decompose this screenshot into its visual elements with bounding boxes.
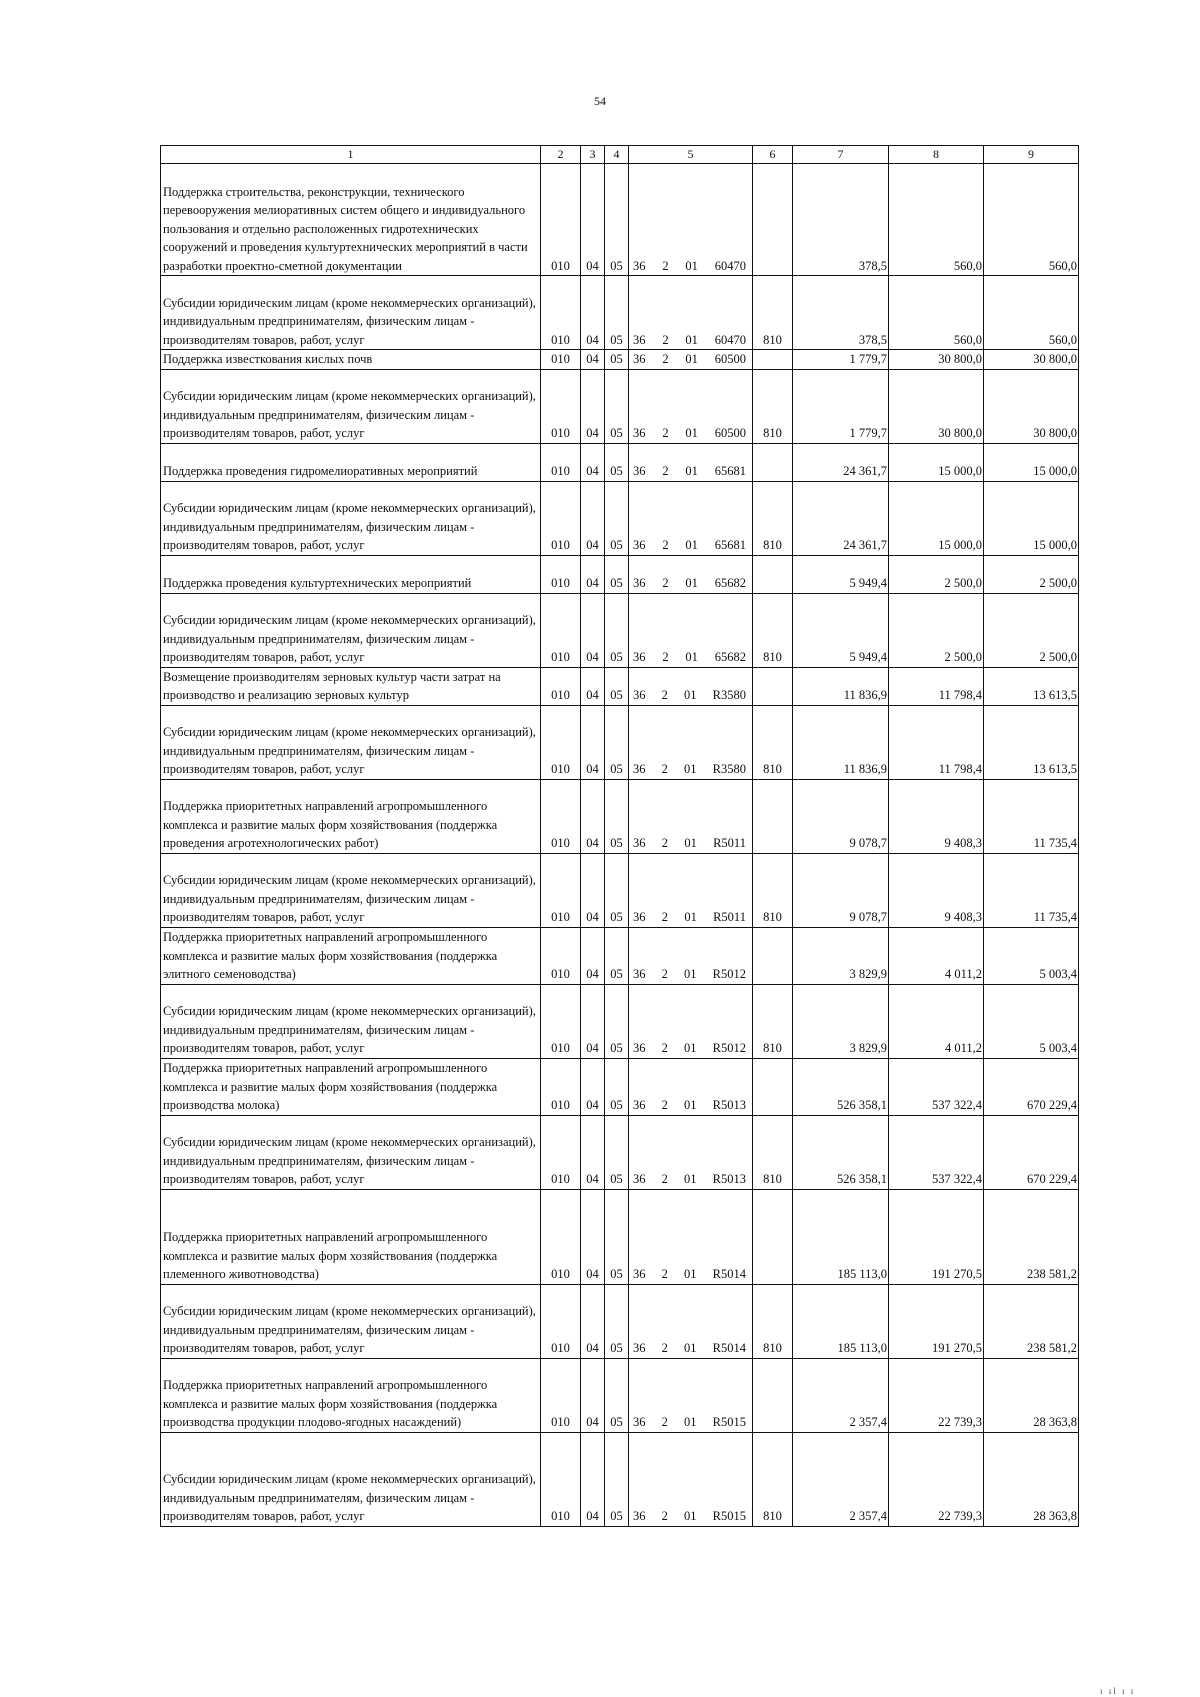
cell-value-7: 11 836,9: [793, 705, 889, 779]
cs-part-2: 2: [661, 1509, 668, 1523]
budget-table: [160, 145, 1079, 1527]
cell-value-7: 5 949,4: [793, 593, 889, 667]
cell-pr: 05: [605, 443, 629, 481]
cs-part-1: 36: [633, 538, 646, 552]
cell-vr: 810: [753, 705, 793, 779]
cell-value-9: 2 500,0: [984, 555, 1079, 593]
cell-cs: [629, 1284, 753, 1358]
cs-part-2: 2: [661, 1172, 668, 1186]
cs-part-1: 36: [633, 1341, 646, 1355]
cell-cs: [629, 369, 753, 443]
cell-value-7: 526 358,1: [793, 1058, 889, 1115]
cell-value-8: 4 011,2: [889, 984, 984, 1058]
cell-vr: 810: [753, 369, 793, 443]
cell-pr: 05: [605, 1189, 629, 1284]
cell-gr: 010: [541, 1189, 581, 1284]
cell-vr: 810: [753, 1284, 793, 1358]
cell-value-9: 560,0: [984, 164, 1079, 276]
cs-part-4: 65681: [714, 464, 746, 478]
cell-value-8: 9 408,3: [889, 853, 984, 927]
cell-value-9: 13 613,5: [984, 705, 1079, 779]
cs-part-3: 01: [684, 1041, 697, 1055]
cell-gr: 010: [541, 927, 581, 984]
cell-gr: 010: [541, 1284, 581, 1358]
table-row: [161, 443, 1079, 481]
cell-pr: 05: [605, 164, 629, 276]
table-row: [161, 667, 1079, 705]
cs-part-2: 2: [661, 1041, 668, 1055]
cs-part-1: 36: [633, 1267, 646, 1281]
cs-part-3: 01: [684, 1172, 697, 1186]
cell-rz: 04: [581, 1432, 605, 1526]
cell-value-8: 560,0: [889, 276, 984, 350]
cell-value-7: 9 078,7: [793, 853, 889, 927]
cell-vr: 810: [753, 853, 793, 927]
cell-vr: 810: [753, 984, 793, 1058]
cell-rz: 04: [581, 1358, 605, 1432]
cell-value-9: 5 003,4: [984, 927, 1079, 984]
row-name: Поддержка приоритетных направлений агропромышленного комплекса и развитие малых форм хозяйствования (поддержка племенного животноводства): [161, 1189, 541, 1284]
cell-rz: 04: [581, 276, 605, 350]
column-header: 2: [541, 146, 581, 164]
cell-gr: 010: [541, 1058, 581, 1115]
cell-value-7: 378,5: [793, 276, 889, 350]
cell-value-7: 185 113,0: [793, 1189, 889, 1284]
cell-vr: [753, 667, 793, 705]
cell-gr: 010: [541, 1358, 581, 1432]
cell-value-8: 537 322,4: [889, 1058, 984, 1115]
cs-part-3: 01: [685, 464, 698, 478]
cell-rz: 04: [581, 779, 605, 853]
cs-part-3: 01: [685, 650, 698, 664]
cs-part-1: 36: [633, 464, 646, 478]
cell-pr: 05: [605, 350, 629, 370]
row-name: Поддержка приоритетных направлений агропромышленного комплекса и развитие малых форм хозяйствования (поддержка производства продукции плодово-ягодных насаждений): [161, 1358, 541, 1432]
cs-part-3: 01: [685, 352, 698, 366]
table-row: [161, 1284, 1079, 1358]
cell-value-9: 30 800,0: [984, 369, 1079, 443]
cs-part-2: 2: [661, 1098, 668, 1112]
cs-part-1: 36: [633, 426, 646, 440]
cell-vr: 810: [753, 1432, 793, 1526]
cs-part-3: 01: [685, 332, 698, 347]
cell-value-8: 191 270,5: [889, 1284, 984, 1358]
cell-value-9: 28 363,8: [984, 1432, 1079, 1526]
cell-pr: 05: [605, 1058, 629, 1115]
cell-value-9: 560,0: [984, 276, 1079, 350]
cell-rz: 04: [581, 593, 605, 667]
row-name: Субсидии юридическим лицам (кроме некоммерческих организаций), индивидуальным предпринимателям, физическим лицам - производителям товаров, работ, услуг: [161, 369, 541, 443]
cell-value-9: 2 500,0: [984, 593, 1079, 667]
cell-value-7: 1 779,7: [793, 369, 889, 443]
column-header: 8: [889, 146, 984, 164]
table-row: [161, 369, 1079, 443]
cell-vr: 810: [753, 276, 793, 350]
cell-cs: [629, 1358, 753, 1432]
column-header: 9: [984, 146, 1079, 164]
cell-cs: [629, 593, 753, 667]
cs-part-1: 36: [633, 1098, 646, 1112]
cell-vr: [753, 1058, 793, 1115]
cs-part-2: 2: [662, 576, 669, 590]
table-row: [161, 927, 1079, 984]
cell-pr: 05: [605, 779, 629, 853]
cell-cs: [629, 853, 753, 927]
cell-value-9: 670 229,4: [984, 1058, 1079, 1115]
cell-vr: [753, 350, 793, 370]
cell-value-7: 185 113,0: [793, 1284, 889, 1358]
scan-mark: ı ıl ı ı: [1100, 1686, 1136, 1696]
table-row: [161, 1058, 1079, 1115]
row-name: Субсидии юридическим лицам (кроме некоммерческих организаций), индивидуальным предпринимателям, физическим лицам - производителям товаров, работ, услуг: [161, 481, 541, 555]
cs-part-1: 36: [633, 688, 646, 702]
cell-value-7: 9 078,7: [793, 779, 889, 853]
cs-part-3: 01: [684, 1267, 697, 1281]
cs-part-2: 2: [662, 650, 669, 664]
row-name: Поддержка приоритетных направлений агропромышленного комплекса и развитие малых форм хозяйствования (поддержка проведения агротехнологических работ): [161, 779, 541, 853]
cs-part-2: 2: [661, 1415, 668, 1429]
cell-value-9: 238 581,2: [984, 1189, 1079, 1284]
cell-pr: 05: [605, 927, 629, 984]
cell-value-9: 11 735,4: [984, 779, 1079, 853]
table-body: [161, 164, 1079, 1527]
cs-part-4: R5013: [712, 1172, 746, 1186]
cell-value-9: 5 003,4: [984, 984, 1079, 1058]
cell-value-8: 4 011,2: [889, 927, 984, 984]
table-row: [161, 984, 1079, 1058]
cs-part-3: 01: [685, 258, 698, 273]
cell-value-8: 2 500,0: [889, 555, 984, 593]
cell-cs: [629, 927, 753, 984]
cell-vr: [753, 555, 793, 593]
table-row: [161, 276, 1079, 350]
cs-part-1: 36: [633, 910, 646, 924]
cell-vr: 810: [753, 481, 793, 555]
table-row: [161, 593, 1079, 667]
cs-part-2: 2: [662, 332, 669, 347]
cell-pr: 05: [605, 276, 629, 350]
cs-part-4: 65681: [714, 538, 746, 552]
cell-rz: 04: [581, 1115, 605, 1189]
cs-part-4: 60470: [714, 258, 746, 273]
cell-value-7: 24 361,7: [793, 443, 889, 481]
row-name: Поддержка строительства, реконструкции, технического перевооружения мелиоративных систем общего и индивидуального пользования и отдельно расположенных гидротехнических сооружений и проведения культуртехнических мероприятий в части разработки проектно-сметной документации: [161, 164, 541, 276]
cell-rz: 04: [581, 555, 605, 593]
cs-part-3: 01: [685, 576, 698, 590]
column-header: 3: [581, 146, 605, 164]
cs-part-1: 36: [633, 836, 646, 850]
cell-rz: 04: [581, 927, 605, 984]
row-name: Поддержка проведения гидромелиоративных мероприятий: [161, 443, 541, 481]
cs-part-4: 65682: [714, 650, 746, 664]
cell-pr: 05: [605, 1358, 629, 1432]
cell-gr: 010: [541, 1115, 581, 1189]
cell-pr: 05: [605, 1432, 629, 1526]
cell-rz: 04: [581, 984, 605, 1058]
cs-part-3: 01: [684, 1098, 697, 1112]
cell-pr: 05: [605, 1115, 629, 1189]
row-name: Поддержка проведения культуртехнических мероприятий: [161, 555, 541, 593]
cs-part-1: 36: [633, 332, 646, 347]
cell-value-7: 3 829,9: [793, 984, 889, 1058]
row-name: Субсидии юридическим лицам (кроме некоммерческих организаций), индивидуальным предпринимателям, физическим лицам - производителям товаров, работ, услуг: [161, 1284, 541, 1358]
cell-cs: [629, 1058, 753, 1115]
cell-gr: 010: [541, 779, 581, 853]
cell-cs: [629, 705, 753, 779]
cell-vr: [753, 1189, 793, 1284]
cell-value-7: 378,5: [793, 164, 889, 276]
cell-value-8: 9 408,3: [889, 779, 984, 853]
cs-part-2: 2: [661, 836, 669, 850]
cell-pr: 05: [605, 369, 629, 443]
cs-part-1: 36: [633, 1509, 646, 1523]
cs-part-3: 01: [684, 1415, 697, 1429]
cs-part-4: 60500: [714, 352, 746, 366]
cs-part-1: 36: [633, 762, 646, 776]
cell-value-8: 30 800,0: [889, 369, 984, 443]
cs-part-3: 01: [685, 538, 698, 552]
row-name: Субсидии юридическим лицам (кроме некоммерческих организаций), индивидуальным предпринимателям, физическим лицам - производителям товаров, работ, услуг: [161, 705, 541, 779]
cell-pr: 05: [605, 705, 629, 779]
row-name: Субсидии юридическим лицам (кроме некоммерческих организаций), индивидуальным предпринимателям, физическим лицам - производителям товаров, работ, услуг: [161, 984, 541, 1058]
cell-cs: [629, 350, 753, 370]
cell-value-7: 526 358,1: [793, 1115, 889, 1189]
column-header: 7: [793, 146, 889, 164]
cs-part-1: 36: [633, 576, 646, 590]
cell-rz: 04: [581, 481, 605, 555]
cell-vr: [753, 443, 793, 481]
cell-cs: [629, 276, 753, 350]
cell-vr: 810: [753, 1115, 793, 1189]
cs-part-1: 36: [633, 1041, 646, 1055]
cs-part-4: R3580: [712, 762, 746, 776]
cell-value-8: 22 739,3: [889, 1358, 984, 1432]
cell-pr: 05: [605, 853, 629, 927]
cell-vr: [753, 927, 793, 984]
cell-value-7: 5 949,4: [793, 555, 889, 593]
cell-rz: 04: [581, 1058, 605, 1115]
cs-part-4: 60500: [714, 426, 746, 440]
cell-value-9: 28 363,8: [984, 1358, 1079, 1432]
cell-vr: [753, 1358, 793, 1432]
cell-rz: 04: [581, 667, 605, 705]
column-header: 4: [605, 146, 629, 164]
cell-value-8: 30 800,0: [889, 350, 984, 370]
cell-gr: 010: [541, 276, 581, 350]
cell-value-8: 560,0: [889, 164, 984, 276]
row-name: Поддержка приоритетных направлений агропромышленного комплекса и развитие малых форм хозяйствования (поддержка элитного семеноводства): [161, 927, 541, 984]
cs-part-4: R5014: [712, 1267, 746, 1281]
cell-cs: [629, 779, 753, 853]
table-row: [161, 1189, 1079, 1284]
cell-cs: [629, 1432, 753, 1526]
cell-gr: 010: [541, 350, 581, 370]
cell-gr: 010: [541, 555, 581, 593]
cs-part-2: 2: [662, 258, 669, 273]
cs-part-2: 2: [662, 426, 669, 440]
cell-value-7: 11 836,9: [793, 667, 889, 705]
cell-gr: 010: [541, 481, 581, 555]
cs-part-1: 36: [633, 650, 646, 664]
cell-cs: [629, 667, 753, 705]
table-row: [161, 481, 1079, 555]
table-row: [161, 1358, 1079, 1432]
row-name: Субсидии юридическим лицам (кроме некоммерческих организаций), индивидуальным предпринимателям, физическим лицам - производителям товаров, работ, услуг: [161, 276, 541, 350]
cs-part-4: R5013: [712, 1098, 746, 1112]
cell-cs: [629, 555, 753, 593]
table-row: [161, 853, 1079, 927]
row-name: Поддержка известкования кислых почв: [161, 350, 541, 370]
table-row: [161, 555, 1079, 593]
cell-cs: [629, 984, 753, 1058]
cs-part-2: 2: [661, 1267, 668, 1281]
cell-cs: [629, 443, 753, 481]
cell-gr: 010: [541, 369, 581, 443]
table-row: [161, 1115, 1079, 1189]
cell-cs: [629, 1189, 753, 1284]
cell-rz: 04: [581, 1284, 605, 1358]
cell-rz: 04: [581, 164, 605, 276]
cs-part-2: 2: [662, 352, 669, 366]
cs-part-2: 2: [662, 464, 669, 478]
cs-part-1: 36: [633, 1172, 646, 1186]
cs-part-3: 01: [684, 762, 697, 776]
cell-gr: 010: [541, 593, 581, 667]
row-name: Субсидии юридическим лицам (кроме некоммерческих организаций), индивидуальным предпринимателям, физическим лицам - производителям товаров, работ, услуг: [161, 593, 541, 667]
cs-part-3: 01: [684, 967, 697, 981]
cell-rz: 04: [581, 350, 605, 370]
table-row: [161, 350, 1079, 370]
cell-value-8: 15 000,0: [889, 481, 984, 555]
cs-part-4: 60470: [714, 332, 746, 347]
cell-value-9: 15 000,0: [984, 443, 1079, 481]
row-name: Субсидии юридическим лицам (кроме некоммерческих организаций), индивидуальным предпринимателям, физическим лицам - производителям товаров, работ, услуг: [161, 1432, 541, 1526]
cs-part-4: R5011: [713, 910, 746, 924]
cs-part-4: R5012: [712, 967, 746, 981]
cell-cs: [629, 1115, 753, 1189]
cs-part-4: R5011: [713, 836, 746, 850]
cell-value-9: 30 800,0: [984, 350, 1079, 370]
cell-pr: 05: [605, 1284, 629, 1358]
cs-part-2: 2: [661, 967, 668, 981]
cell-value-8: 22 739,3: [889, 1432, 984, 1526]
table-row: [161, 1432, 1079, 1526]
cs-part-2: 2: [661, 762, 668, 776]
cell-vr: [753, 164, 793, 276]
cell-value-7: 24 361,7: [793, 481, 889, 555]
cell-gr: 010: [541, 1432, 581, 1526]
cell-pr: 05: [605, 593, 629, 667]
cell-vr: 810: [753, 593, 793, 667]
column-header: 1: [161, 146, 541, 164]
cs-part-3: 01: [684, 836, 697, 850]
cell-value-7: 2 357,4: [793, 1358, 889, 1432]
cs-part-3: 01: [685, 426, 698, 440]
cell-vr: [753, 779, 793, 853]
cell-value-8: 15 000,0: [889, 443, 984, 481]
cs-part-2: 2: [661, 688, 668, 702]
cell-rz: 04: [581, 369, 605, 443]
column-header: 5: [629, 146, 753, 164]
cell-pr: 05: [605, 984, 629, 1058]
cell-rz: 04: [581, 705, 605, 779]
cell-gr: 010: [541, 164, 581, 276]
cell-gr: 010: [541, 443, 581, 481]
cell-value-9: 670 229,4: [984, 1115, 1079, 1189]
cell-pr: 05: [605, 481, 629, 555]
page-number: 54: [594, 94, 606, 108]
cell-value-8: 11 798,4: [889, 705, 984, 779]
cell-value-9: 15 000,0: [984, 481, 1079, 555]
cell-gr: 010: [541, 853, 581, 927]
row-name: Возмещение производителям зерновых культур части затрат на производство и реализацию зерновых культур: [161, 667, 541, 705]
table-row: [161, 705, 1079, 779]
cell-value-8: 537 322,4: [889, 1115, 984, 1189]
cs-part-2: 2: [661, 910, 669, 924]
row-name: Поддержка приоритетных направлений агропромышленного комплекса и развитие малых форм хозяйствования (поддержка производства молока): [161, 1058, 541, 1115]
cell-value-7: 2 357,4: [793, 1432, 889, 1526]
cs-part-4: R3580: [712, 688, 746, 702]
cs-part-4: 65682: [714, 576, 746, 590]
table-row: [161, 164, 1079, 276]
cell-pr: 05: [605, 555, 629, 593]
cell-value-9: 11 735,4: [984, 853, 1079, 927]
cs-part-3: 01: [684, 1509, 697, 1523]
cs-part-2: 2: [661, 1341, 668, 1355]
cell-value-8: 191 270,5: [889, 1189, 984, 1284]
cs-part-2: 2: [662, 538, 669, 552]
cell-rz: 04: [581, 1189, 605, 1284]
cell-value-9: 13 613,5: [984, 667, 1079, 705]
cs-part-1: 36: [633, 1415, 646, 1429]
cell-gr: 010: [541, 984, 581, 1058]
column-header: 6: [753, 146, 793, 164]
cell-value-8: 11 798,4: [889, 667, 984, 705]
cs-part-4: R5015: [712, 1415, 746, 1429]
cell-value-7: 1 779,7: [793, 350, 889, 370]
cs-part-3: 01: [684, 688, 697, 702]
cell-cs: [629, 481, 753, 555]
cell-pr: 05: [605, 667, 629, 705]
cell-value-7: 3 829,9: [793, 927, 889, 984]
cs-part-3: 01: [684, 910, 697, 924]
cell-gr: 010: [541, 667, 581, 705]
table-header-row: [161, 146, 1079, 164]
row-name: Субсидии юридическим лицам (кроме некоммерческих организаций), индивидуальным предпринимателям, физическим лицам - производителям товаров, работ, услуг: [161, 853, 541, 927]
cell-value-8: 2 500,0: [889, 593, 984, 667]
cs-part-4: R5014: [712, 1341, 746, 1355]
cs-part-1: 36: [633, 258, 646, 273]
cell-rz: 04: [581, 443, 605, 481]
table-row: [161, 779, 1079, 853]
cs-part-4: R5012: [712, 1041, 746, 1055]
row-name: Субсидии юридическим лицам (кроме некоммерческих организаций), индивидуальным предпринимателям, физическим лицам - производителям товаров, работ, услуг: [161, 1115, 541, 1189]
cs-part-1: 36: [633, 352, 646, 366]
cs-part-1: 36: [633, 967, 646, 981]
cell-cs: [629, 164, 753, 276]
cell-gr: 010: [541, 705, 581, 779]
cell-value-9: 238 581,2: [984, 1284, 1079, 1358]
cs-part-4: R5015: [712, 1509, 746, 1523]
cs-part-3: 01: [684, 1341, 697, 1355]
cell-rz: 04: [581, 853, 605, 927]
